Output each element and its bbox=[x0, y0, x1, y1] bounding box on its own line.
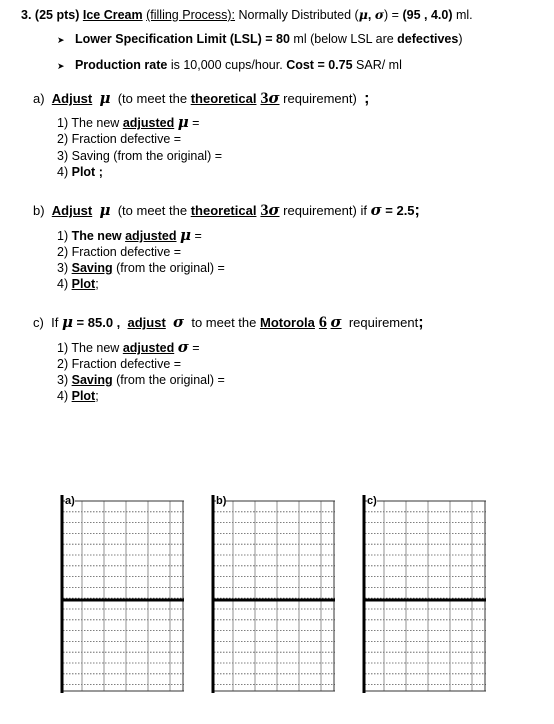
item-number: 3) bbox=[57, 373, 69, 387]
bullet-production bbox=[57, 58, 402, 72]
cost-unit: SAR/ ml bbox=[352, 58, 402, 72]
three-number: 3 bbox=[260, 90, 269, 107]
item-text: Fraction defective = bbox=[71, 245, 182, 259]
plot-grid-a bbox=[60, 495, 184, 695]
distribution-text: Normally Distributed ( bbox=[238, 8, 359, 22]
problem-topic: Ice Cream bbox=[82, 8, 143, 22]
part-c-item-1 bbox=[57, 338, 200, 356]
part-text: to meet the bbox=[191, 315, 257, 330]
item-equals: = bbox=[192, 116, 200, 130]
part-c-item-2 bbox=[57, 357, 181, 371]
item-underlined: adjusted bbox=[122, 341, 175, 355]
part-c-heading bbox=[33, 313, 424, 332]
item-text: (from the original) = bbox=[116, 373, 225, 387]
item-number: 4) bbox=[57, 277, 69, 291]
item-number: 2) bbox=[57, 132, 69, 146]
sigma-symbol: σ bbox=[173, 313, 185, 331]
lsl-defectives: defectives bbox=[397, 32, 459, 46]
part-label: b) bbox=[33, 203, 45, 218]
plot-grid-c bbox=[362, 495, 486, 695]
plot-label-a: a) bbox=[65, 495, 75, 507]
theoretical-word: theoretical bbox=[190, 203, 257, 218]
lsl-close: ) bbox=[458, 32, 463, 46]
part-b-item-2 bbox=[57, 245, 181, 259]
mu-symbol: μ bbox=[99, 89, 111, 107]
item-text: ; bbox=[95, 277, 99, 291]
mu-symbol: μ bbox=[61, 313, 73, 331]
item-equals: = bbox=[192, 341, 200, 355]
item-text: The new bbox=[71, 341, 120, 355]
item-number: 2) bbox=[57, 245, 69, 259]
part-a-item-1 bbox=[57, 113, 199, 131]
arrow-bullet-icon: ➤ bbox=[57, 61, 65, 71]
part-label: c) bbox=[33, 315, 44, 330]
item-underlined: Saving bbox=[71, 261, 113, 275]
sigma-symbol: σ bbox=[330, 313, 342, 331]
three-number: 3 bbox=[260, 202, 269, 219]
comma: , bbox=[367, 8, 372, 22]
plot-grid-a-svg bbox=[60, 495, 184, 695]
item-number: 4) bbox=[57, 389, 69, 403]
item-text: Plot ; bbox=[71, 165, 103, 179]
item-number: 1) bbox=[57, 229, 69, 243]
mu-symbol: μ bbox=[358, 7, 368, 22]
problem-topic-paren: (filling Process): bbox=[146, 8, 236, 22]
item-underlined: Plot bbox=[71, 277, 96, 291]
requirement-text: requirement) if bbox=[283, 203, 367, 218]
item-underlined: adjusted bbox=[122, 116, 175, 130]
distribution-unit: ml. bbox=[455, 8, 473, 22]
requirement-text: requirement) bbox=[283, 91, 357, 106]
item-text: (from the original) = bbox=[116, 261, 225, 275]
lsl-label: Lower Specification Limit (LSL) = 80 bbox=[74, 32, 290, 46]
sigma-value: = 2.5 bbox=[385, 203, 415, 218]
if-word: If bbox=[51, 315, 59, 330]
plot-grid-c-svg bbox=[362, 495, 486, 695]
item-underlined: Plot bbox=[71, 389, 96, 403]
item-text: The new bbox=[71, 116, 120, 130]
production-label: Production rate bbox=[74, 58, 168, 72]
part-c-item-4 bbox=[57, 389, 99, 403]
cost-label: Cost = 0.75 bbox=[286, 58, 353, 72]
adjust-word: Adjust bbox=[51, 203, 93, 218]
adjust-word: adjust bbox=[127, 315, 166, 330]
part-label: a) bbox=[33, 91, 45, 106]
item-text: Fraction defective = bbox=[71, 132, 182, 146]
adjust-word: Adjust bbox=[51, 91, 93, 106]
production-text: is 10,000 cups/hour. bbox=[167, 58, 287, 72]
arrow-bullet-icon: ➤ bbox=[57, 35, 65, 45]
part-b-item-4 bbox=[57, 277, 99, 291]
lsl-text: ml (below LSL are bbox=[289, 32, 398, 46]
mu-symbol: μ bbox=[99, 201, 111, 219]
item-text: Fraction defective = bbox=[71, 357, 182, 371]
part-a-item-3 bbox=[57, 149, 222, 163]
part-b-heading bbox=[33, 201, 420, 220]
semicolon: ; bbox=[364, 90, 370, 107]
plot-label-c: c) bbox=[367, 495, 377, 507]
sigma-symbol: σ bbox=[268, 201, 280, 219]
item-number: 4) bbox=[57, 165, 69, 179]
sigma-symbol: σ bbox=[268, 89, 280, 107]
item-text: Saving (from the original) = bbox=[71, 149, 223, 163]
mu-symbol: μ bbox=[177, 113, 189, 131]
requirement-text: requirement bbox=[348, 315, 419, 330]
plot-grid-b-svg bbox=[211, 495, 335, 695]
semicolon: ; bbox=[414, 202, 420, 219]
item-text: ; bbox=[95, 389, 99, 403]
distribution-equals: ) = bbox=[384, 8, 403, 22]
sigma-symbol: σ bbox=[374, 7, 385, 22]
item-number: 3) bbox=[57, 261, 69, 275]
sigma-symbol: σ bbox=[370, 201, 382, 219]
item-number: 1) bbox=[57, 116, 69, 130]
part-b-item-1 bbox=[57, 226, 202, 244]
semicolon: ; bbox=[418, 314, 424, 331]
mu-symbol: μ bbox=[180, 226, 191, 244]
item-text: The new bbox=[71, 229, 122, 243]
part-a-item-4 bbox=[57, 165, 103, 179]
part-a-item-2 bbox=[57, 132, 181, 146]
part-text: (to meet the bbox=[117, 203, 188, 218]
part-a-heading bbox=[33, 89, 369, 108]
item-number: 3) bbox=[57, 149, 69, 163]
problem-header bbox=[21, 7, 473, 22]
problem-points: (25 pts) bbox=[34, 8, 80, 22]
part-text: (to meet the bbox=[117, 91, 188, 106]
item-equals: = bbox=[194, 229, 202, 243]
distribution-values: (95 , 4.0) bbox=[402, 8, 453, 22]
item-number: 2) bbox=[57, 357, 69, 371]
plot-grid-b bbox=[211, 495, 335, 695]
motorola-word: Motorola bbox=[260, 315, 315, 330]
plot-label-b: b) bbox=[216, 495, 227, 507]
theoretical-word: theoretical bbox=[190, 91, 257, 106]
item-underlined: Saving bbox=[71, 373, 113, 387]
item-underlined: adjusted bbox=[125, 229, 177, 243]
bullet-lsl bbox=[57, 32, 463, 46]
item-number: 1) bbox=[57, 341, 69, 355]
part-c-item-3 bbox=[57, 373, 225, 387]
problem-number: 3. bbox=[21, 8, 32, 22]
mu-value: = 85.0 , bbox=[76, 315, 121, 330]
six-number: 6 bbox=[318, 314, 327, 331]
sigma-symbol: σ bbox=[177, 338, 189, 356]
part-b-item-3 bbox=[57, 261, 225, 275]
